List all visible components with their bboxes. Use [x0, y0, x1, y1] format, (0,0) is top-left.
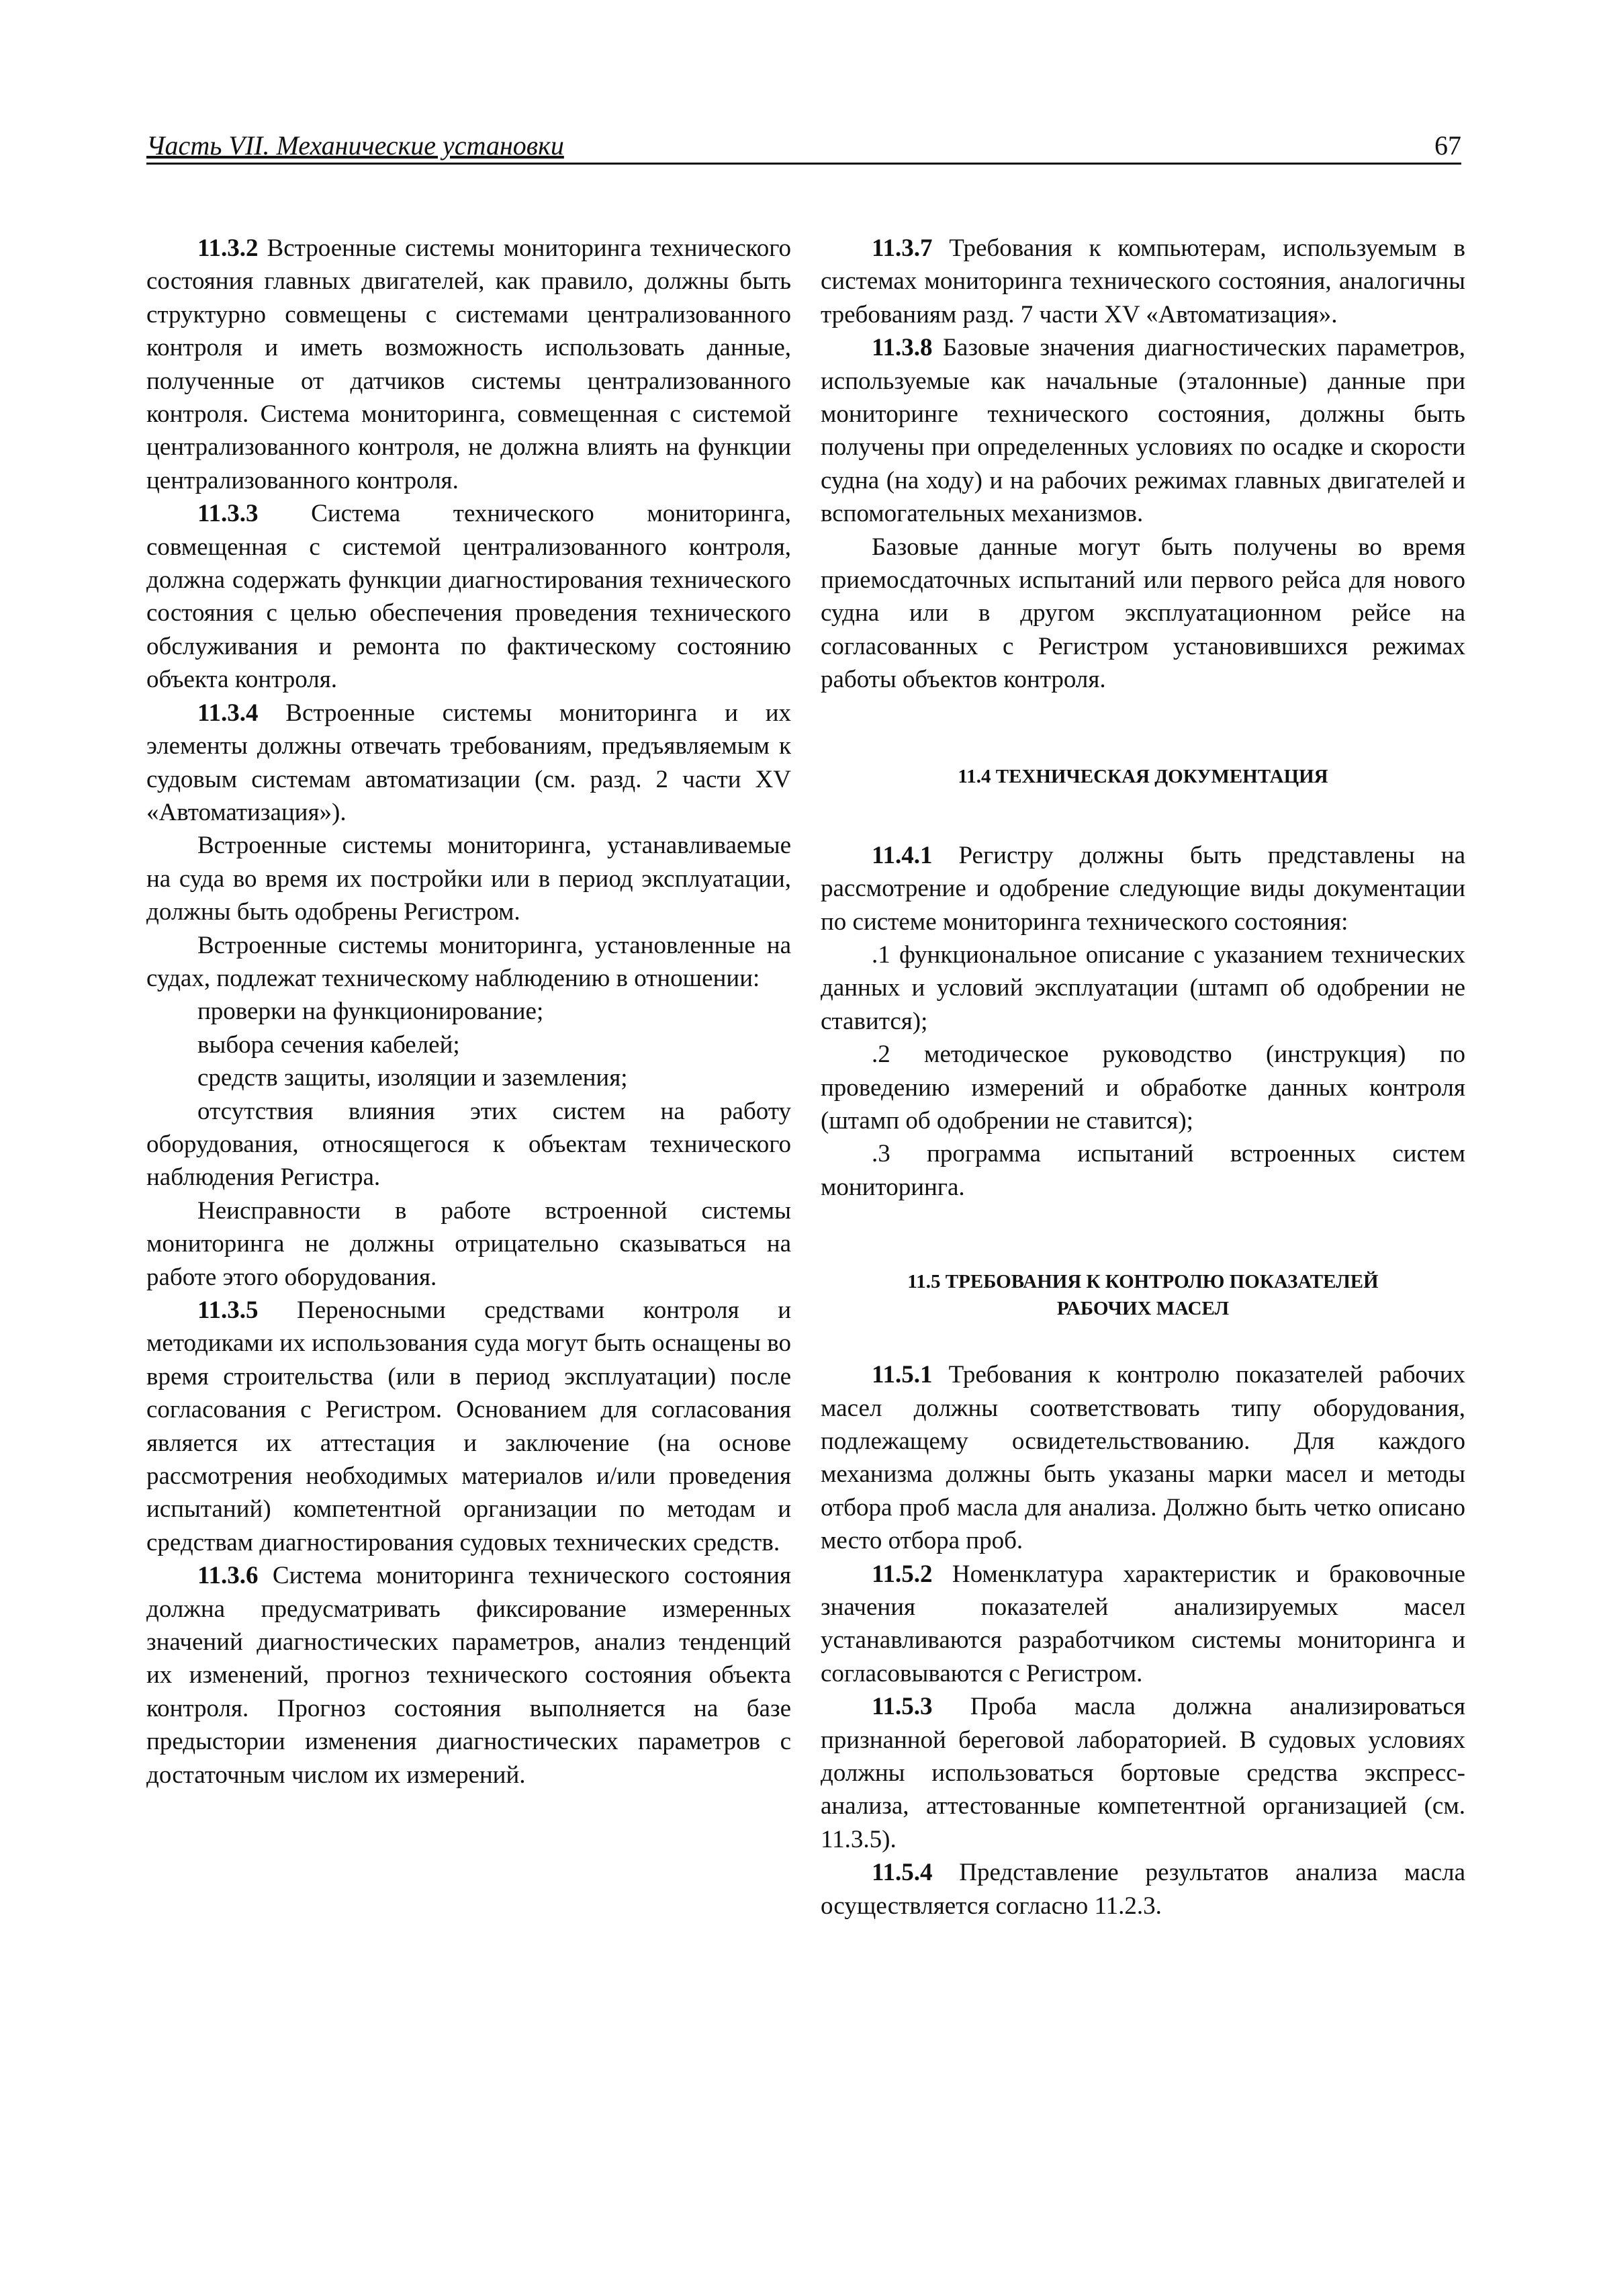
paragraph: [146, 1559, 791, 1792]
clause-number: 11.3.4: [197, 699, 259, 727]
heading-line: 11.5 ТРЕБОВАНИЯ К КОНТРОЛЮ ПОКАЗАТЕЛЕЙ: [907, 1271, 1379, 1293]
paragraph-text: Встроенные системы мониторинга, установленные на судах, подлежат техническому наблюдению в отношении:: [146, 931, 791, 992]
paragraph-text: Система мониторинга технического состояния должна предусматривать фиксирование измеренных значений диагностических параметров, анализ тенденций их изменений, прогноз технического состояния объекта контроля. Прогноз состояния выполняется на базе предыстории изменения диагностических параметров с достаточным числом их измерений.: [146, 1562, 791, 1789]
clause-number: 11.5.4: [872, 1859, 933, 1887]
running-title: Часть VII. Механические установки: [146, 130, 564, 161]
clause-number: 11.5.3: [872, 1693, 933, 1721]
paragraph-text: Встроенные системы мониторинга, устанавливаемые на суда во время их постройки или в период эксплуатации, должны быть одобрены Регистром.: [146, 832, 791, 926]
clause-number: 11.3.5: [197, 1296, 259, 1324]
paragraph: [821, 1690, 1465, 1856]
list-item-text: отсутствия влияния этих систем на работу оборудования, относящегося к объектам технического наблюдения Регистра.: [146, 1097, 791, 1192]
paragraph: [146, 1294, 791, 1559]
paragraph-text: Система технического мониторинга, совмещенная с системой централизованного контроля, должна содержать функции диагностирования технического состояния с целью обеспечения проведения технического обслуживания и ремонта по фактическому состоянию объекта контроля.: [146, 500, 791, 694]
list-item-text: .2 методическое руководство (инструкция) по проведению измерений и обработке данных контроля (штамп об одобрении не ставится);: [821, 1041, 1465, 1135]
list-item: [146, 1028, 791, 1061]
list-item-text: средств защиты, изоляции и заземления;: [197, 1064, 628, 1092]
paragraph: [146, 697, 791, 830]
clause-number: 11.5.1: [872, 1361, 933, 1389]
paragraph: [821, 531, 1465, 697]
list-item: [821, 1137, 1465, 1204]
list-item: [146, 1061, 791, 1094]
paragraph: [146, 829, 791, 928]
list-item: [146, 1095, 791, 1194]
paragraph-text: Базовые данные могут быть получены во время приемосдаточных испытаний или первого рейса для нового судна или в другом эксплуатационном рейсе на согласованных с Регистром установившихся режимах работы объектов контроля.: [821, 533, 1465, 694]
paragraph-text: Представление результатов анализа масла осуществляется согласно 11.2.3.: [821, 1859, 1466, 1920]
paragraph-text: Встроенные системы мониторинга технического состояния главных двигателей, как правило, должны быть структурно совмещены с системами централизованного контроля и иметь возможность использовать данные, полученные от датчиков системы централизованного контроля. Система мониторинга, совмещенная с системой централизованного контроля, не должна влиять на функции централизованного контроля.: [146, 234, 792, 494]
page-number: 67: [1434, 130, 1461, 161]
paragraph: [821, 1358, 1465, 1557]
clause-number: 11.4.1: [872, 841, 933, 869]
paragraph: [146, 497, 791, 696]
list-item-text: .3 программа испытаний встроенных систем мониторинга.: [821, 1140, 1465, 1201]
paragraph: [146, 929, 791, 996]
paragraph: [821, 1856, 1465, 1923]
paragraph: [146, 232, 791, 497]
clause-number: 11.3.3: [197, 500, 259, 528]
clause-number: 11.3.8: [872, 334, 933, 362]
clause-number: 11.5.2: [872, 1560, 933, 1588]
paragraph-text: Встроенные системы мониторинга и их элементы должны отвечать требованиям, предъявляемым к судовым системам автоматизации (см. разд. 2 части XV «Автоматизация»).: [146, 699, 791, 826]
section-heading-11-4: 11.4 ТЕХНИЧЕСКАЯ ДОКУМЕНТАЦИЯ: [958, 765, 1328, 787]
list-item-text: .1 функциональное описание с указанием технических данных и условий эксплуатации (штамп об одобрении не ставится);: [821, 940, 1465, 1035]
paragraph: [821, 232, 1465, 331]
clause-number: 11.3.7: [872, 234, 933, 262]
list-item: [821, 1038, 1465, 1137]
list-item: [821, 938, 1465, 1038]
clause-number: 11.3.2: [197, 234, 259, 262]
paragraph-text: Проба масла должна анализироваться признанной береговой лабораторией. В судовых условиях должны использоваться бортовые средства экспресс-анализа, аттестованные компетентной организацией (см. 11.3.5).: [821, 1693, 1465, 1853]
paragraph: [821, 839, 1465, 938]
left-column: [146, 232, 791, 1792]
paragraph-text: Базовые значения диагностических параметров, используемые как начальные (эталонные) данные при мониторинге технического состояния, должны быть получены при определенных условиях по осадке и скорости судна (на ходу) и на рабочих режимах главных двигателей и вспомогательных механизмов.: [821, 334, 1465, 528]
paragraph-text: Требования к контролю показателей рабочих масел должны соответствовать типу оборудования, подлежащему освидетельствованию. Для каждого механизма должны быть указаны марки масел и методы отбора проб масла для анализа. Должно быть четко описано место отбора проб.: [821, 1361, 1465, 1555]
heading-line: РАБОЧИХ МАСЕЛ: [1056, 1298, 1230, 1320]
list-item-text: проверки на функционирование;: [197, 998, 544, 1026]
paragraph: [821, 1558, 1465, 1691]
paragraph: [821, 331, 1465, 530]
paragraph-text: Неисправности в работе встроенной системы мониторинга не должны отрицательно сказываться на работе этого оборудования.: [146, 1196, 791, 1291]
paragraph-text: Требования к компьютерам, используемым в системах мониторинга технического состояния, аналогичны требованиям разд. 7 части XV «Автоматизация».: [821, 234, 1465, 328]
section-heading-11-5: [821, 1268, 1465, 1322]
right-column: [821, 232, 1465, 1923]
clause-number: 11.3.6: [197, 1562, 259, 1590]
paragraph: [146, 1194, 791, 1294]
paragraph-text: Номенклатура характеристик и браковочные значения показателей анализируемых масел устанавливаются разработчиком системы мониторинга и согласовываются с Регистром.: [821, 1560, 1465, 1687]
paragraph-text: Переносными средствами контроля и методиками их использования суда могут быть оснащены во время строительства (или в период эксплуатации) после согласования с Регистром. Основанием для согласования является их аттестация и заключение (на основе рассмотрения необходимых материалов и/или проведения испытаний) компетентной организации по методам и средствам диагностирования судовых технических средств.: [146, 1296, 791, 1556]
page-header: [146, 125, 1461, 165]
list-item: [146, 995, 791, 1028]
list-item-text: выбора сечения кабелей;: [197, 1030, 460, 1059]
paragraph-text: Регистру должны быть представлены на рассмотрение и одобрение следующие виды документации по системе мониторинга технического состояния:: [821, 841, 1466, 936]
